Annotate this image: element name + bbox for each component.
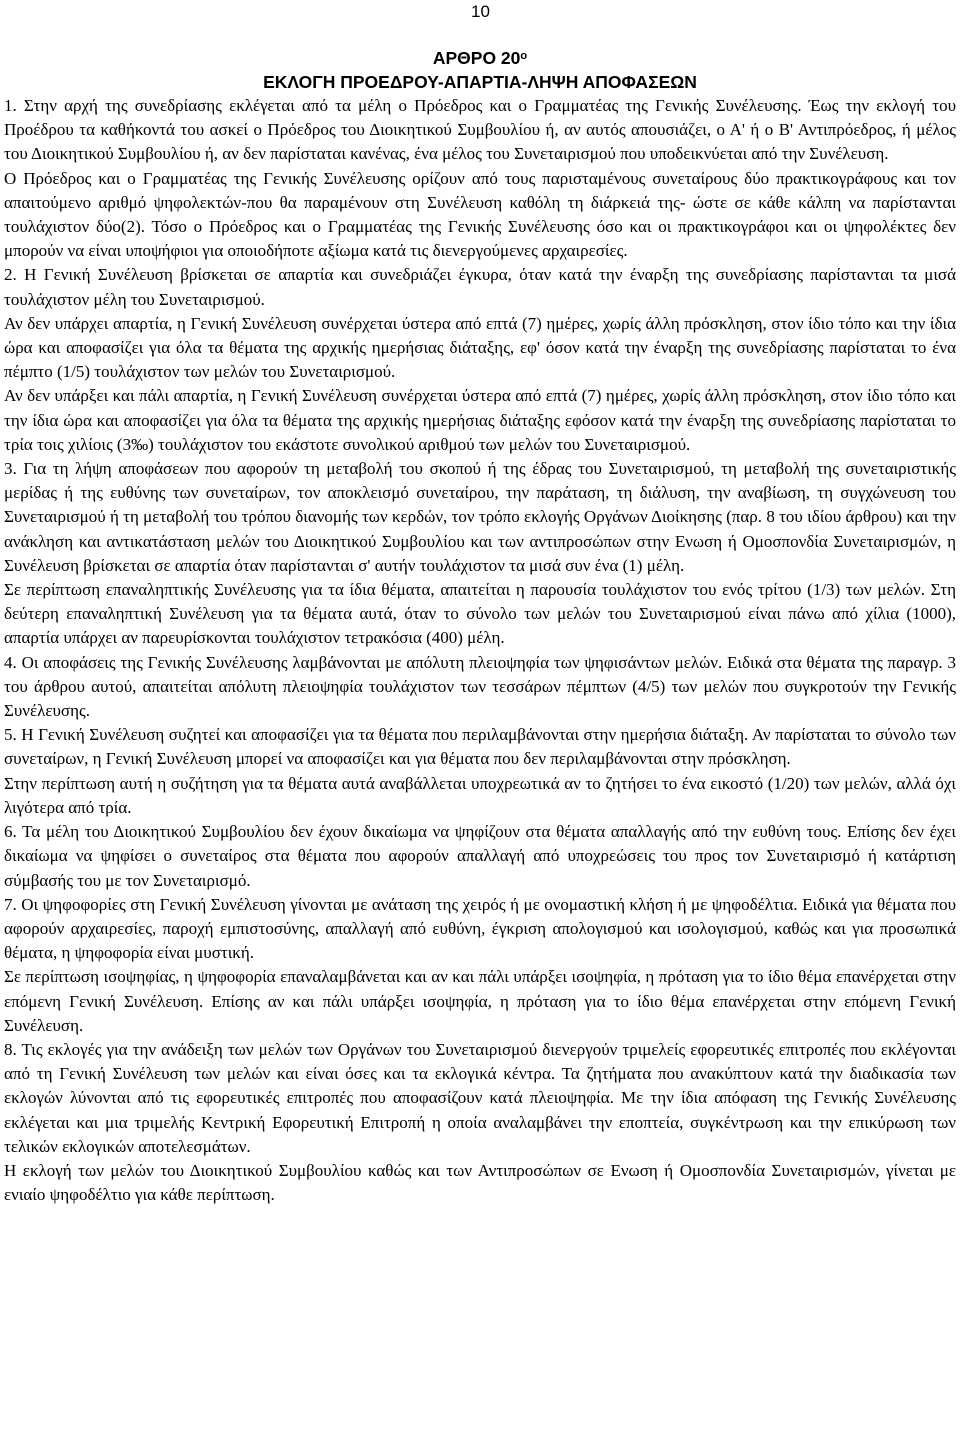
article-subtitle: ΕΚΛΟΓΗ ΠΡΟΕΔΡΟΥ-ΑΠΑΡΤΙΑ-ΛΗΨΗ ΑΠΟΦΑΣΕΩΝ <box>263 72 697 92</box>
paragraph-4-majority: 4. Οι αποφάσεις της Γενικής Συνέλευσης λαμβάνονται με απόλυτη πλειοψηφία των ψηφισάντων μελών. Ειδικά στα θέματα της παραγρ. 3 του άρθρου αυτού, απαιτείται απόλυτη πλειοψηφία τουλάχιστον των τεσσάρων πέμπτων (4/5) των μελών που συγκροτούν την Γενικής Συνέλευσης. <box>4 652 956 721</box>
document-body <box>4 46 956 1207</box>
paragraph-tie: Σε περίπτωση ισοψηφίας, η ψηφοφορία επαναλαμβάνεται και αν και πάλι υπάρξει ισοψηφία, η πρόταση για το ίδιο θέμα επανέρχεται στην επόμενη Γενική Συνέλευση. Επίσης αν και πάλι υπάρξει ισοψηφία, η πρόταση για το ίδιο θέμα επανέρχεται στην επόμενη Γενική Συνέλευση. <box>4 967 956 1035</box>
paragraph-1-election: 1. Στην αρχή της συνεδρίασης εκλέγεται από τα μέλη ο Πρόεδρος και ο Γραμματέας της Γενικής Συνέλευσης. Έως την εκλογή του Προέδρου τα καθήκοντά του ασκεί ο Πρόεδρος του Διοικητικού Συμβουλίου ή, αν αυτός απουσιάζει, ο Α' ή ο Β' Αντιπρόεδρος, ή μέλος του Διοικητικού Συμβουλίου ή, αν δεν παρίσταται κανένας, ένα μέλος του Συνεταιρισμού που υποδεικνύεται από την Συνέλευση. <box>4 96 956 164</box>
paragraph-8-elections: 8. Τις εκλογές για την ανάδειξη των μελών των Οργάνων του Συνεταιρισμού διενεργούν τριμελείς εφορευτικές επιτροπές που εκλέγονται από τη Γενική Συνέλευση των μελών και είναι όσες και τα εκλογικά κέντρα. Τα ζητήματα που ανακύπτουν κατά την διαδικασία των εκλογών λύνονται από τις εφορευτικές επιτροπές που αποφασίζουν κατά πλειοψηφία. Με την ίδια απόφαση της Γενικής Συνέλευσης εκλέγεται και μια τριμελής Κεντρική Εφορευτική Επιτροπή η οποία αναλαμβάνει την εποπτεία, συγκέντρωση και την επικύρωση των τελικών εκλογικών αποτελεσμάτων. <box>4 1039 956 1156</box>
article-heading-text: ΑΡΘΡΟ 20 <box>432 48 521 68</box>
paragraph-5-agenda: 5. Η Γενική Συνέλευση συζητεί και αποφασίζει για τα θέματα που περιλαμβάνονται στην ημερήσια διάταξη. Αν παρίσταται το σύνολο των συνεταίρων, η Γενική Συνέλευση μπορεί να αποφασίζει και για θέματα που δεν περιλαμβάνονται στην πρόσκληση. <box>4 725 956 769</box>
paragraph-3-decisions: 3. Για τη λήψη αποφάσεων που αφορούν τη μεταβολή του σκοπού ή της έδρας του Συνεταιρισμού, τη μεταβολή της συνεταιριστικής μερίδας ή της ευθύνης των συνεταίρων, τον αποκλεισμό συνεταίρου, την παράταση, τη διάλυση, την αναβίωση, τη συγχώνευση του Συνεταιρισμού ή τη μεταβολή του τρόπου διανομής των κερδών, τον τρόπο εκλογής Οργάνων Διοίκησης (παρ. 8 του ιδίου άρθρου) και την ανάκληση και αντικατάσταση μελών του Διοικητικού Συμβουλίου και των αντιπροσώπων στην Ενωση ή Ομοσπονδία Συνεταιρισμών, η Συνέλευση βρίσκεται σε απαρτία όταν παρίστανται σ' αυτήν τουλάχιστον τα μισά συν ένα (1) μέλη. <box>4 459 956 575</box>
paragraph-6-board-vote: 6. Τα μέλη του Διοικητικού Συμβουλίου δεν έχουν δικαίωμα να ψηφίζουν στα θέματα απαλλαγής από την ευθύνη τους. Επίσης δεν έχει δικαίωμα να ψηφίσει ο συνεταίρος στα θέματα που αφορούν απαλλαγή από υποχρεώσεις του προς τον Συνεταιρισμό ή κατάρτιση σύμβασής του με τον Συνεταιρισμό. <box>4 822 956 890</box>
article-heading-superscript: ο <box>520 50 528 62</box>
paragraph-board-election: Η εκλογή των μελών του Διοικητικού Συμβουλίου καθώς και των Αντιπροσώπων σε Ενωση ή Ομοσπονδία Συνεταιρισμών, γίνεται με ενιαίο ψηφοδέλτιο για κάθε περίπτωση. <box>4 1160 956 1205</box>
article-heading <box>4 46 956 70</box>
paragraph-7-voting: 7. Οι ψηφοφορίες στη Γενική Συνέλευση γίνονται με ανάταση της χειρός ή με ονομαστική κλήση ή με ψηφοδέλτια. Ειδικά για θέματα που αφορούν αρχαιρεσίες, παροχή εμπιστοσύνης, απαλλαγή από ευθύνη, έγκριση απολογισμού και ισολογισμού, καθώς και για προσωπικά θέματα, η ψηφοφορία είναι μυστική. <box>4 894 956 963</box>
paragraph-2-quorum: 2. Η Γενική Συνέλευση βρίσκεται σε απαρτία και συνεδριάζει έγκυρα, όταν κατά την έναρξη της συνεδρίασης παρίστανται τα μισά τουλάχιστον μέλη του Συνεταιρισμού. <box>4 265 956 309</box>
paragraph-postponement: Στην περίπτωση αυτή η συζήτηση για τα θέματα αυτά αναβάλλεται υποχρεωτικά αν το ζητήσει το ένα εικοστό (1/20) των μελών, αλλά όχι λιγότερα από τρία. <box>4 773 956 817</box>
paragraph-repeat-assembly: Σε περίπτωση επαναληπτικής Συνέλευσης για τα ίδια θέματα, απαιτείται η παρουσία τουλάχιστον του ενός τρίτου (1/3) των μελών. Στη δεύτερη επαναληπτική Συνέλευση για τα θέματα αυτά, όταν το σύνολο των μελών του Συνεταιρισμού είναι πάνω από χίλια (1000), απαρτία υπάρχει αν παρευρίσκονται τουλάχιστον τετρακόσια (400) μέλη. <box>4 580 956 648</box>
paragraph-no-quorum-again: Αν δεν υπάρξει και πάλι απαρτία, η Γενική Συνέλευση συνέρχεται ύστερα από επτά (7) ημέρες, χωρίς άλλη πρόσκληση, στον ίδιο τόπο και την ίδια ώρα και αποφασίζει για όλα τα θέματα της αρχικής ημερήσιας διάταξης εφόσον κατά την έναρξη της συνεδρίασης παρίσταται το τρία τοις χιλίοις (3‰) τουλάχιστον του εκάστοτε συνολικού αριθμού των μελών του Συνεταιρισμού. <box>4 386 956 454</box>
paragraph-no-quorum: Αν δεν υπάρχει απαρτία, η Γενική Συνέλευση συνέρχεται ύστερα από επτά (7) ημέρες, χωρίς άλλη πρόσκληση, στον ίδιο τόπο και την ίδια ώρα και αποφασίζει για όλα τα θέματα της αρχικής ημερήσιας διάταξης, εφ' όσον κατά την έναρξη της συνεδρίασης παρίσταται το ένα πέμπτο (1/5) τουλάχιστον των μελών του Συνεταιρισμού. <box>4 313 956 382</box>
page-number: 10 <box>471 2 490 21</box>
paragraph-secretaries: Ο Πρόεδρος και ο Γραμματέας της Γενικής Συνέλευσης ορίζουν από τους παρισταμένους συνεταίρους δύο πρακτικογράφους και τον απαιτούμενο αριθμό ψηφολεκτών-που θα παραμένουν στη Συνέλευση καθόλη τη διάρκειά της- ώστε σε κάθε κάλπη να παρίστανται τουλάχιστον δύο(2). Τόσο ο Πρόεδρος και ο Γραμματέας της Γενικής Συνέλευσης όσο και οι πρακτικογράφοι και οι ψηφολέκτες δεν μπορούν να είναι υποψήφιοι για οποιοδήποτε αξίωμα κατά τις διενεργούμενες αρχαιρεσίες. <box>4 168 956 261</box>
